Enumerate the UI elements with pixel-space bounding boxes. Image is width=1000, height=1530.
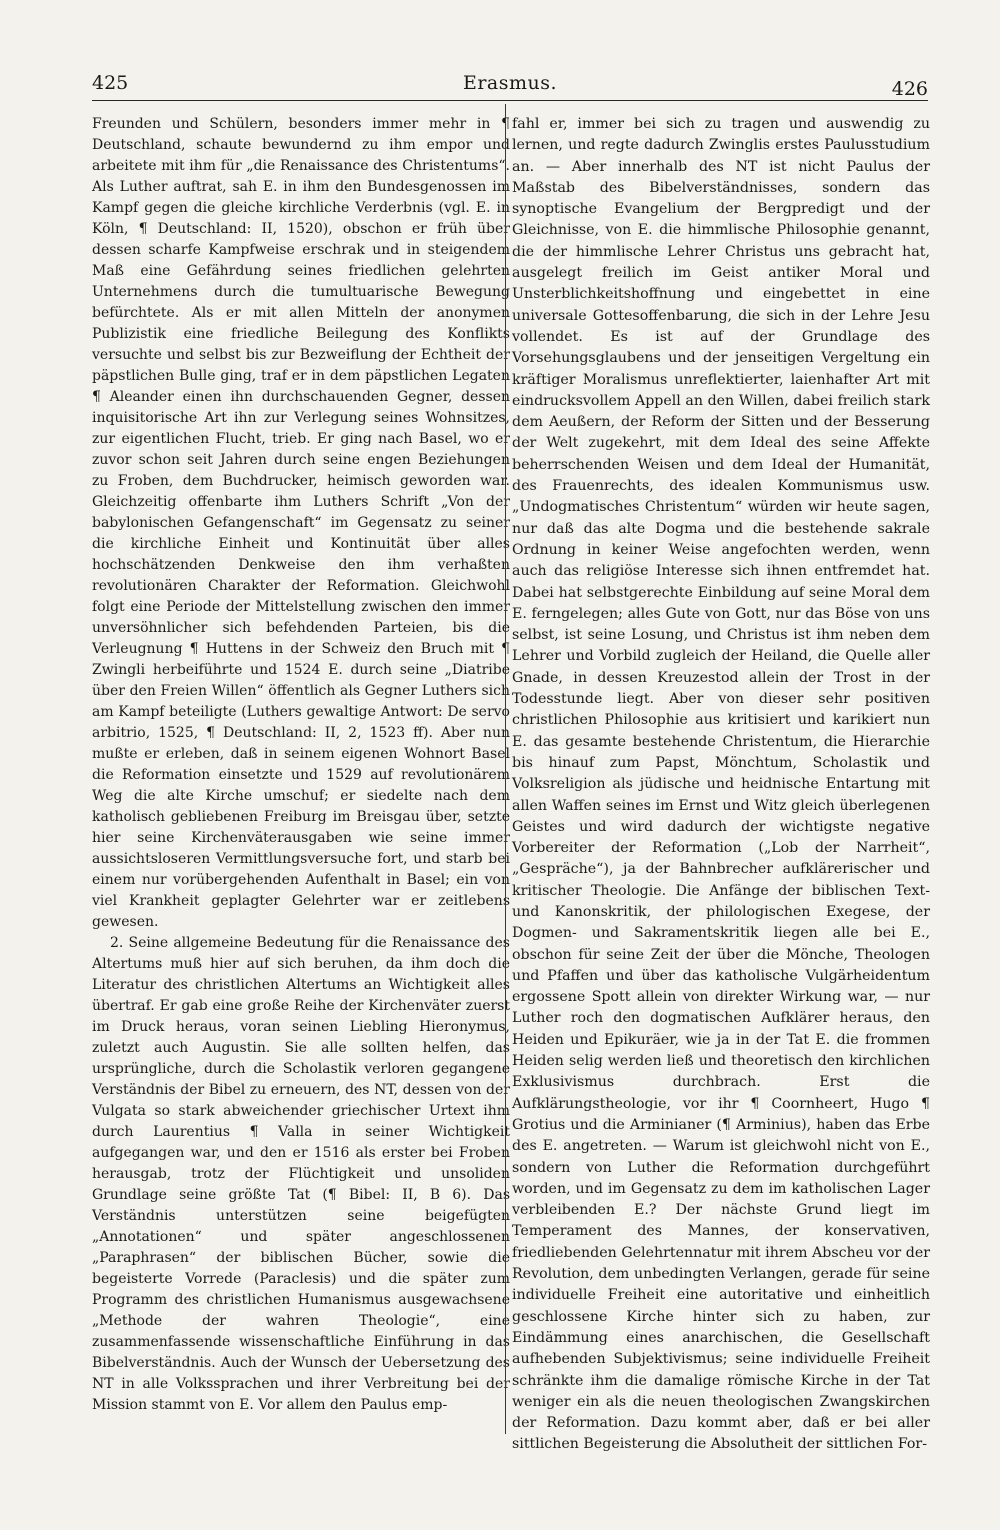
left-paragraph-1: Freunden und Schülern, besonders immer mehr in ¶ Deutschland, schaute bewundernd zu ihm empor und arbeitete mit ihm für „die Renaissance des Christentums“. Als Luther auftrat, sah E. in ihm den Bundesgenossen im Kampf gegen die gleiche kirchliche Verderbnis (vgl. E. in Köln, ¶ Deutschland: II, 1520), obschon er früh über dessen scharfe Kampfweise erschrak und in steigendem Maß eine Gefährdung seines friedlichen gelehrten Unternehmens durch die tumultuarische Bewegung befürchtete. Als er mit allen Mitteln der anonymen Publizistik eine friedliche Beilegung des Konflikts versuchte und selbst bis zur Bezweiflung der Echtheit der päpstlichen Bulle ging, traf er in dem päpstlichen Legaten ¶ Aleander einen ihn durchschauenden Gegner, dessen inquisitorische Art ihn zur Verlegung seines Wohnsitzes, zur eigentlichen Flucht, trieb. Er ging nach Basel, wo er zuvor schon seit Jahren durch seine engen Beziehungen zu Froben, dem Buchdrucker, heimisch geworden war. Gleichzeitig offenbarte ihm Luthers Schrift „Von der babylonischen Gefangenschaft“ im Gegensatz zu seiner die kirchliche Einheit und Kontinuität über alles hochschätzenden Denkweise den ihm verhaßten revolutionären Charakter der Reformation. Gleichwohl folgt eine Periode der Mittelstellung zwischen den immer unversöhnlicher sich befehdenden Parteien, bis die Verleugnung ¶ Huttens in der Schweiz den Bruch mit ¶ Zwingli herbeiführte und 1524 E. durch seine „Diatribe über den Freien Willen“ öffentlich als Gegner Luthers sich am Kampf beteiligte (Luthers gewaltige Antwort: De servo arbitrio, 1525, ¶ Deutschland: II, 2, 1523 ff). Aber nun mußte er erleben, daß in seinem eigenen Wohnort Basel die Reformation einsetzte und 1529 auf revolutionärem Weg die alte Kirche umschuf; er siedelte nach dem katholisch gebliebenen Freiburg im Breisgau über, setzte hier seine Kirchenväterausgaben wie seine immer aussichtsloseren Vermittlungsversuche fort, und starb bei einem nur vorübergehenden Aufenthalt in Basel; ein von viel Krankheit geplagter Gelehrter war er zeitlebens gewesen. (92, 116, 510, 930)
left-paragraph-2: 2. Seine allgemeine Bedeutung für die Renaissance des Altertums muß hier auf sich beruhen, da ihm doch die Literatur des christlichen Altertums an Wichtigkeit alles übertraf. Er gab eine große Reihe der Kirchenväter zuerst im Druck heraus, voran seinen Liebling Hieronymus, zuletzt auch Augustin. Sie alle sollten helfen, das ursprüngliche, durch die Scholastik verloren gegangene Verständnis der Bibel zu erneuern, des NT, dessen von der Vulgata so stark abweichender griechischer Urtext ihm durch Laurentius ¶ Valla in seiner Wichtigkeit aufgegangen war, und den er 1516 als erster bei Froben herausgab, trotz der Flüchtigkeit und unsoliden Grundlage seine größte Tat (¶ Bibel: II, B 6). Das Verständnis unterstützen seine beigefügten „Annotationen“ und später angeschlossenen „Paraphrasen“ der biblischen Bücher, sowie die begeisterte Vorrede (Paraclesis) und die später zum Programm des christlichen Humanismus ausgewachsene „Methode der wahren Theologie“, eine zusammenfassende wissenschaftliche Einführung in das Bibelverständnis. Auch der Wunsch der Uebersetzung des NT in alle Volkssprachen und ihrer Verbreitung bei der Mission stammt von E. Vor allem den Paulus emp- (92, 935, 510, 1413)
page-number-left: 425 (92, 72, 129, 94)
left-column (92, 114, 510, 1432)
right-column (512, 114, 930, 1486)
right-paragraph-1: fahl er, immer bei sich zu tragen und auswendig zu lernen, und regte dadurch Zwinglis erstes Paulusstudium an. — Aber innerhalb des NT ist nicht Paulus der Maßstab des Bibelverständnisses, sondern das synoptische Evangelium der Bergpredigt und der Gleichnisse, von E. die himmlische Philosophie genannt, die der himmlische Lehrer Christus uns gebracht hat, ausgelegt freilich im Geist antiker Moral und Unsterblichkeitshoffnung und eingebettet in eine universale Gottesoffenbarung, die sich in der Lehre Jesu vollendet. Es ist auf der Grundlage des Vorsehungsglaubens und der jenseitigen Vergeltung ein kräftiger Moralismus unreflektierter, laienhafter Art mit eindrucksvollem Appell an den Willen, dabei freilich stark dem Aeußern, der Reform der Sitten und der Besserung der Welt zugekehrt, mit dem Ideal des seine Affekte beherrschenden Weisen und dem Ideal der Humanität, des Frauenrechts, des idealen Kommunismus usw. „Undogmatisches Christentum“ würden wir heute sagen, nur daß das alte Dogma und die bestehende sakrale Ordnung in keiner Weise angefochten werden, wenn auch das religiöse Interesse sich ihnen entfremdet hat. Dabei hat selbstgerechte Einbildung auf seine Moral dem E. ferngelegen; alles Gute von Gott, nur das Böse von uns selbst, ist seine Losung, und Christus ist ihm neben dem Lehrer und Vorbild zugleich der Heiland, die Quelle aller Gnade, in dessen Kreuzestod allein der Trost in der Todesstunde liegt. Aber von dieser sehr positiven christlichen Philosophie aus kritisiert und karikiert nun E. das gesamte bestehende Christentum, die Hierarchie bis hinauf zum Papst, Mönchtum, Scholastik und Volksreligion als jüdische und heidnische Entartung mit allen Waffen seines im Ernst und Witz gleich überlegenen Geistes und wird dadurch der wichtigste negative Vorbereiter der Reformation („Lob der Narrheit“, „Gespräche“), ja der Bahnbrecher aufklärerischer und kritischer Theologie. Die Anfänge der biblischen Text- und Kanonskritik, der philologischen Exegese, der Dogmen- und Sakramentskritik liegen alle bei E., obschon für seine Zeit der über die Mönche, Theologen und Pfaffen und über das katholische Vulgärheidentum ergossene Spott allein von direkter Wirkung war, — nur Luther roch den dogmatischen Aufklärer heraus, den Heiden und Epikuräer, wie ja in der Tat E. die frommen Heiden selig werden ließ und theoretisch den kirchlichen Exklusivismus durchbrach. Erst die Aufklärungstheologie, vor ihr ¶ Coornheert, Hugo ¶ Grotius und die Arminianer (¶ Arminius), haben das Erbe des E. angetreten. — Warum ist gleichwohl nicht von E., sondern von Luther die Reformation durchgeführt worden, und im Gegensatz zu dem im katholischen Lager verbleibenden E.? Der nächste Grund liegt im Temperament des Mannes, der konservativen, friedliebenden Gelehrtennatur mit ihrem Abscheu vor der Revolution, dem unbedingten Verlangen, gerade für seine individuelle Freiheit eine autoritative und einheitlich geschlossene Kirche hinter sich zu haben, zur Eindämmung eines anarchischen, die Gesellschaft aufhebenden Subjektivismus; seine individuelle Freiheit schränkte ihm die damalige römische Kirche in der Tat weniger ein als die neuen theologischen Zwangskirchen der Reformation. Dazu kommt aber, daß er bei aller sittlichen Begeisterung die Absolutheit der sittlichen For- (512, 116, 930, 1453)
column-divider (505, 104, 506, 1434)
running-head (92, 72, 928, 102)
header-rule (92, 100, 928, 101)
page-number-right: 426 (891, 78, 928, 100)
running-title: Erasmus. (462, 72, 558, 94)
